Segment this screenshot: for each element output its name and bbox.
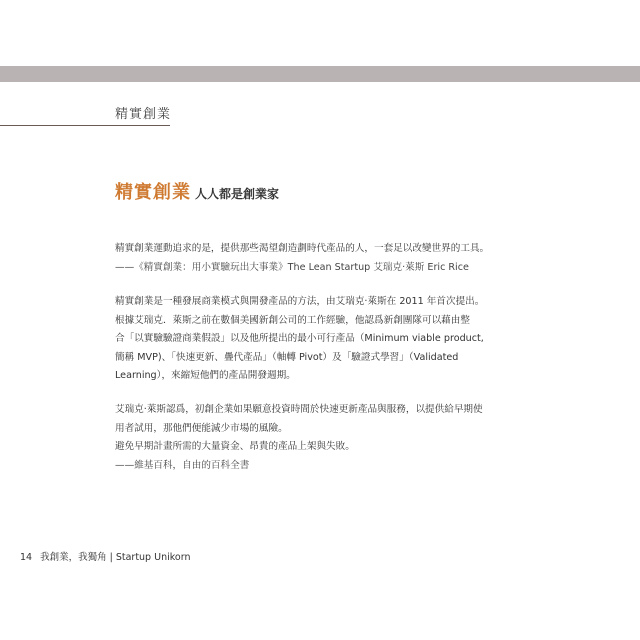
headline-subtitle: 人人都是創業家 bbox=[195, 187, 280, 201]
definition-paragraph bbox=[115, 293, 530, 386]
paragraph-line: 避免早期計畫所需的大量資金、昂貴的產品上架與失敗。 bbox=[115, 441, 355, 452]
paragraph-line: 艾瑞克‧萊斯認爲，初創企業如果願意投資時間於快速更新產品與服務，以提供給早期使 bbox=[115, 404, 483, 415]
paragraph-line: 精實創業是一種發展商業模式與開發產品的方法，由艾瑞克‧萊斯在 2011 年首次提出。 bbox=[115, 296, 485, 307]
book-title: 我創業，我獨角 | Startup Unikorn bbox=[40, 552, 191, 563]
wikipedia-paragraph bbox=[115, 401, 530, 475]
section-underline bbox=[0, 125, 170, 126]
paragraph-source: ——維基百科，自由的百科全書 bbox=[115, 459, 250, 471]
quote-text: 精實創業運動追求的是，提供那些渴望創造劃時代產品的人，一套足以改變世界的工具。 bbox=[115, 243, 490, 254]
section-title: 精實創業 bbox=[115, 107, 172, 122]
paragraph-line: 簡稱 MVP)、「快速更新、疊代產品」（軸轉 Pivot）及「驗證式學習」（Validated bbox=[115, 351, 459, 363]
paragraph-line: 用者試用，那他們便能減少市場的風險。 bbox=[115, 422, 288, 434]
chapter-headline bbox=[115, 178, 279, 204]
paragraph-line: 合「以實驗驗證商業假設」以及他所提出的最小可行產品（Minimum viable product, bbox=[115, 333, 484, 344]
quote-source: ——《精實創業：用小實驗玩出大事業》The Lean Startup 艾瑞克‧萊斯 Eric Rice bbox=[115, 261, 469, 273]
headline-main: 精實創業 bbox=[115, 182, 191, 203]
page-number: 14 bbox=[20, 552, 33, 563]
opening-quote bbox=[115, 240, 530, 277]
paragraph-line: 根據艾瑞克．萊斯之前在數個美國新創公司的工作經驗，他認爲新創團隊可以藉由整 bbox=[115, 314, 470, 326]
top-header-band bbox=[0, 66, 640, 82]
paragraph-line: Learning），來縮短他們的產品開發週期。 bbox=[115, 370, 296, 381]
page-footer bbox=[20, 549, 190, 563]
